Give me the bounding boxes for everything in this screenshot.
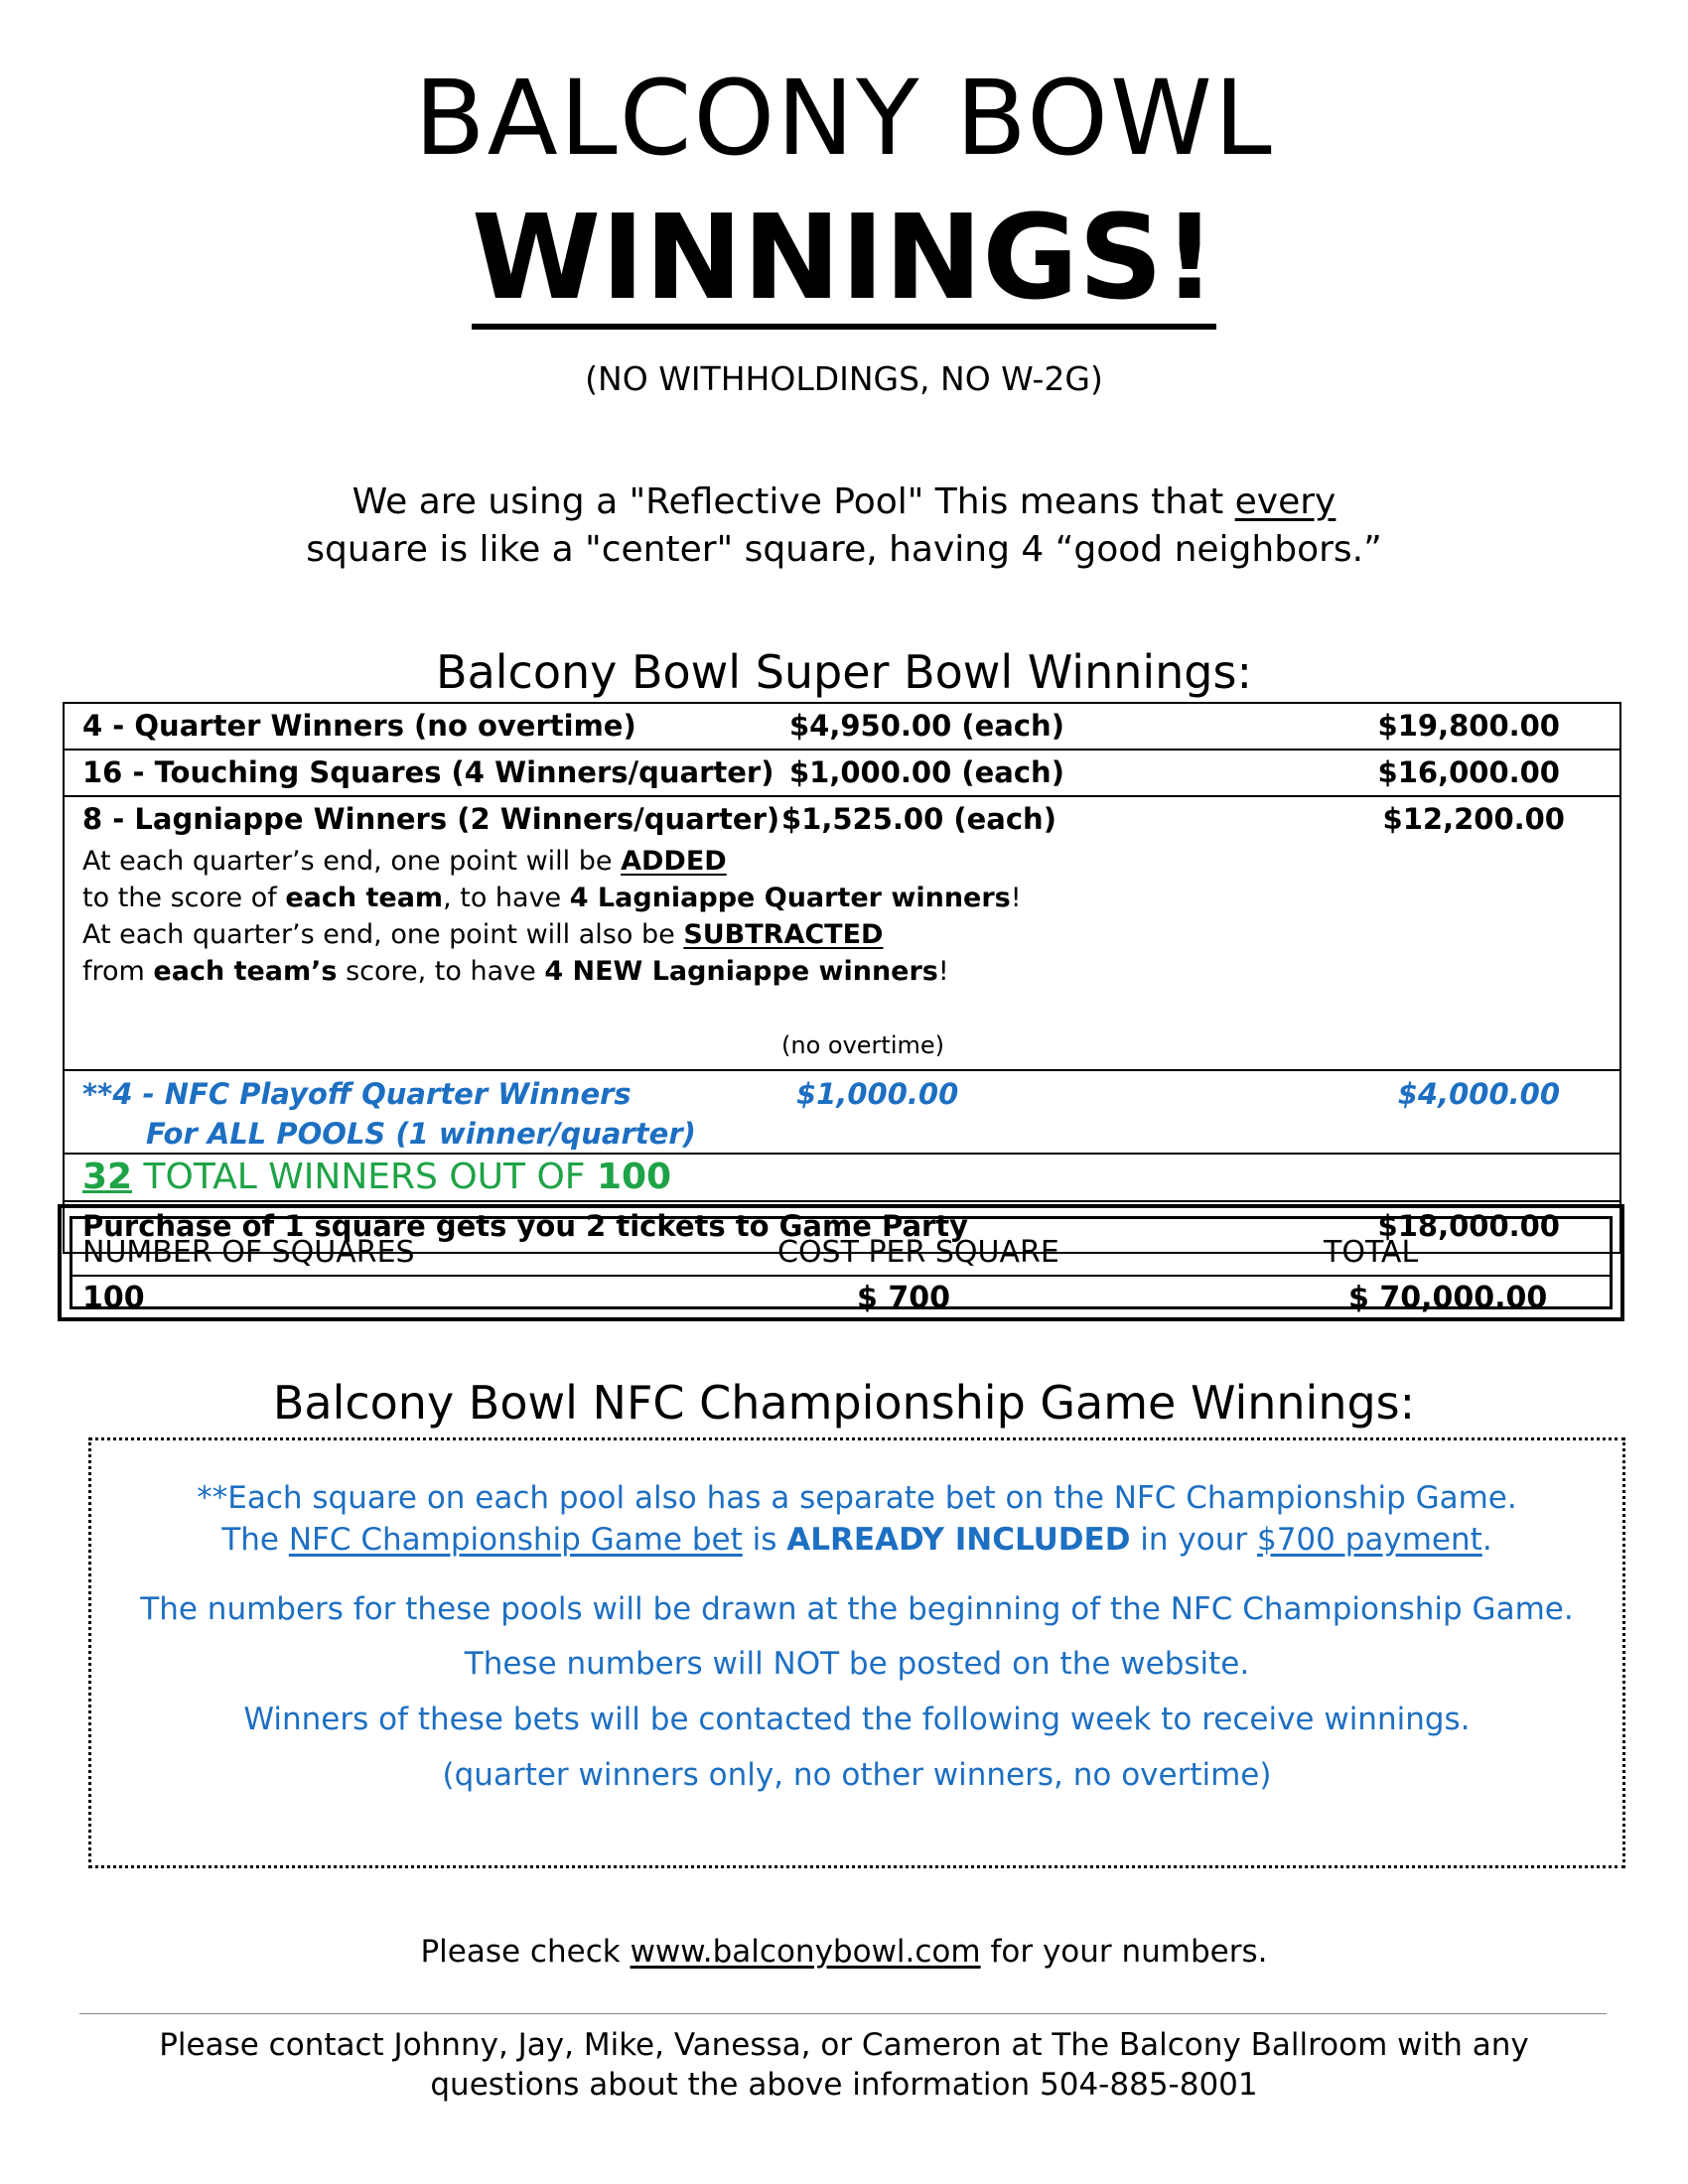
footer-divider — [79, 2013, 1607, 2014]
party-desc: Purchase of 1 square gets you 2 tickets to Game Party — [82, 1209, 969, 1243]
squares-divider — [72, 1275, 1610, 1277]
row-total: $16,000.00 — [1377, 755, 1560, 789]
subtitle: (NO WITHHOLDINGS, NO W-2G) — [585, 359, 1103, 398]
payment-text: $700 payment — [1256, 1522, 1482, 1558]
contact-info — [0, 2025, 1688, 2105]
nfc-row-each: $1,000.00 — [796, 1077, 959, 1111]
lagniappe-line-1 — [82, 843, 1022, 880]
subtracted-text: SUBTRACTED — [683, 919, 884, 950]
text: in your — [1130, 1522, 1257, 1558]
nfc-row-line-1: **4 - NFC Playoff Quarter Winners — [82, 1077, 632, 1111]
text: from — [82, 956, 154, 987]
value-cost-per-square: $ 700 — [857, 1281, 950, 1315]
nfc-line-6: (quarter winners only, no other winners, no overtime) — [442, 1757, 1272, 1793]
super-bowl-winnings-table — [63, 702, 1621, 1254]
table-row-touching-squares — [65, 751, 1619, 797]
row-each: $4,950.00 (each) — [789, 709, 1064, 743]
intro-line-1 — [0, 478, 1688, 526]
title-winnings-text: WINNINGS! — [472, 197, 1216, 330]
intro-line-1-text: We are using a "Reflective Pool" This means that — [352, 481, 1235, 522]
row-total: $19,800.00 — [1377, 709, 1560, 743]
text: ! — [1010, 883, 1022, 913]
nfc-line-2 — [91, 1522, 1622, 1558]
lagniappe-line-3 — [82, 916, 1022, 953]
row-each: $1,525.00 (each) — [781, 802, 1056, 836]
each-teams-text: each team’s — [153, 956, 338, 987]
header-number-of-squares: NUMBER OF SQUARES — [82, 1235, 415, 1270]
party-total: $18,000.00 — [1377, 1209, 1560, 1243]
table-row-quarter-winners — [65, 704, 1619, 751]
table-row-lagniappe — [65, 797, 1619, 1071]
nfc-info-box — [88, 1437, 1625, 1868]
text: At each quarter’s end, one point will be — [82, 846, 622, 877]
text: Please check — [420, 1934, 631, 1970]
header-total: TOTAL — [1324, 1235, 1419, 1270]
text: is — [742, 1522, 787, 1558]
nfc-bet-text: NFC Championship Game bet — [288, 1522, 743, 1558]
nfc-line-3: The numbers for these pools will be drawn at the beginning of the NFC Championship Game. — [140, 1591, 1574, 1627]
text: . — [1481, 1522, 1492, 1558]
text: ! — [937, 956, 949, 987]
text: At each quarter’s end, one point will also be — [82, 919, 684, 950]
row-desc: 16 - Touching Squares (4 Winners/quarter) — [82, 755, 774, 789]
squares-cost-inner — [70, 1216, 1613, 1315]
table-row-total-winners — [65, 1155, 1619, 1202]
total-winners-of: 100 — [596, 1157, 672, 1197]
check-numbers-line — [0, 1934, 1688, 1970]
total-winners — [82, 1157, 671, 1197]
nfc-heading: Balcony Bowl NFC Championship Game Winnings: — [272, 1376, 1416, 1430]
website-link[interactable]: www.balconybowl.com — [630, 1934, 981, 1970]
table-row-nfc-playoff — [65, 1071, 1619, 1155]
new-winners-text: 4 NEW Lagniappe winners — [544, 956, 938, 987]
value-number-of-squares: 100 — [82, 1281, 145, 1315]
row-desc: 4 - Quarter Winners (no overtime) — [82, 709, 636, 743]
nfc-line-5: Winners of these bets will be contacted the following week to receive winnings. — [243, 1702, 1471, 1737]
text: to the score of — [82, 883, 286, 913]
total-winners-count: 32 — [82, 1157, 133, 1197]
nfc-line-4: These numbers will NOT be posted on the website. — [464, 1646, 1250, 1682]
contact-line-2: questions about the above information 504-885-8001 — [430, 2067, 1258, 2103]
lagniappe-line-2 — [82, 880, 1022, 916]
nfc-row-line-2: For ALL POOLS (1 winner/quarter) — [146, 1117, 696, 1151]
total-winners-text: TOTAL WINNERS OUT OF — [132, 1157, 597, 1197]
squares-cost-box — [58, 1204, 1624, 1321]
row-desc: 8 - Lagniappe Winners (2 Winners/quarter) — [82, 802, 780, 836]
row-each: $1,000.00 (each) — [789, 755, 1064, 789]
intro-line-2: square is like a "center" square, having 4 “good neighbors.” — [306, 529, 1382, 570]
intro-paragraph — [0, 478, 1688, 574]
no-overtime-note: (no overtime) — [781, 1031, 944, 1059]
text: The — [221, 1522, 289, 1558]
lagniappe-line-4 — [82, 953, 1022, 990]
text: score, to have — [337, 956, 545, 987]
each-team-text: each team — [285, 883, 444, 913]
already-included-text: ALREADY INCLUDED — [786, 1522, 1131, 1558]
intro-every: every — [1234, 481, 1336, 522]
lagniappe-details — [82, 843, 1022, 990]
row-total: $12,200.00 — [1382, 802, 1565, 836]
quarter-winners-text: 4 Lagniappe Quarter winners — [569, 883, 1011, 913]
title-winnings — [0, 189, 1688, 330]
value-total: $ 70,000.00 — [1348, 1281, 1548, 1315]
contact-line-1: Please contact Johnny, Jay, Mike, Vanessa, or Cameron at The Balcony Ballroom with any — [159, 2027, 1529, 2063]
header-cost-per-square: COST PER SQUARE — [777, 1235, 1059, 1270]
title-balcony-bowl: BALCONY BOWL — [414, 58, 1274, 179]
added-text: ADDED — [621, 846, 727, 877]
text: , to have — [443, 883, 570, 913]
text: for your numbers. — [980, 1934, 1268, 1970]
nfc-row-total: $4,000.00 — [1397, 1077, 1560, 1111]
super-bowl-heading: Balcony Bowl Super Bowl Winnings: — [436, 645, 1252, 699]
nfc-line-1: **Each square on each pool also has a separate bet on the NFC Championship Game. — [197, 1480, 1517, 1516]
